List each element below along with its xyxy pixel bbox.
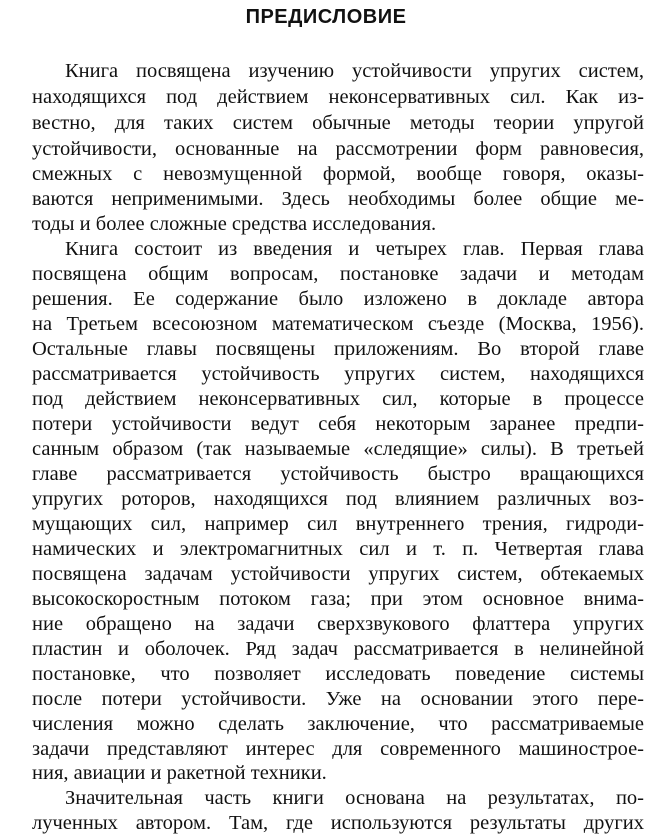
text-line: пластин и оболочек. Ряд задач рассматривается в нелинейной xyxy=(32,638,644,660)
text-line: потери устойчивости ведут себя некоторым заранее предпи- xyxy=(32,413,644,435)
text-line: намических и электромагнитных сил и т. п. Четвертая глава xyxy=(32,538,644,560)
text-line: после потери устойчивости. Уже на основании этого пере- xyxy=(32,688,644,710)
text-line: решения. Ее содержание было изложено в докладе автора xyxy=(32,288,644,310)
text-line: лученных автором. Там, где используются результаты других xyxy=(32,812,644,834)
text-line: главе рассматривается устойчивость быстро вращающихся xyxy=(32,463,644,485)
text-line: посвящена общим вопросам, постановке задачи и методам xyxy=(32,263,644,285)
text-line: устойчивости, основанные на рассмотрении форм равновесия, xyxy=(32,138,644,160)
text-line: высокоскоростным потоком газа; при этом основное внима- xyxy=(32,588,644,610)
text-line: находящихся под действием неконсервативных сил. Как из- xyxy=(32,86,644,108)
text-line: санным образом (так называемые «следящие» силы). В третьей xyxy=(32,438,644,460)
text-line: под действием неконсервативных сил, которые в процессе xyxy=(32,388,644,410)
text-line: посвящена задачам устойчивости упругих систем, обтекаемых xyxy=(32,563,644,585)
text-line: Книга посвящена изучению устойчивости упругих систем, xyxy=(65,60,644,82)
text-line: ваются неприменимыми. Здесь необходимы более общие ме- xyxy=(32,188,644,210)
page-title: ПРЕДИСЛОВИЕ xyxy=(245,6,407,28)
text-line: вестно, для таких систем обычные методы теории упругой xyxy=(32,112,644,134)
text-line: Книга состоит из введения и четырех глав. Первая глава xyxy=(65,238,644,260)
text-line: числения можно сделать заключение, что рассматриваемые xyxy=(32,713,644,735)
text-line: Значительная часть книги основана на результатах, по- xyxy=(65,787,644,809)
text-line: постановке, что позволяет исследовать поведение системы xyxy=(32,663,644,685)
text-line: тоды и более сложные средства исследования. xyxy=(32,213,437,235)
text-line: мущающих сил, например сил внутреннего трения, гидроди- xyxy=(32,513,644,535)
text-line: на Третьем всесоюзном математическом съезде (Москва, 1956). xyxy=(32,313,644,335)
text-line: упругих роторов, находящихся под влиянием различных воз- xyxy=(32,488,644,510)
text-line: задачи представляют интерес для современного машинострое- xyxy=(32,738,644,760)
text-line: ния, авиации и ракетной техники. xyxy=(32,762,327,784)
text-line: Остальные главы посвящены приложениям. Во второй главе xyxy=(32,338,644,360)
text-line: рассматривается устойчивость упругих систем, находящихся xyxy=(32,363,644,385)
text-line: ние обращено на задачи сверхзвукового флаттера упругих xyxy=(32,613,644,635)
text-line: смежных с невозмущенной формой, вообще говоря, оказы- xyxy=(32,163,644,185)
